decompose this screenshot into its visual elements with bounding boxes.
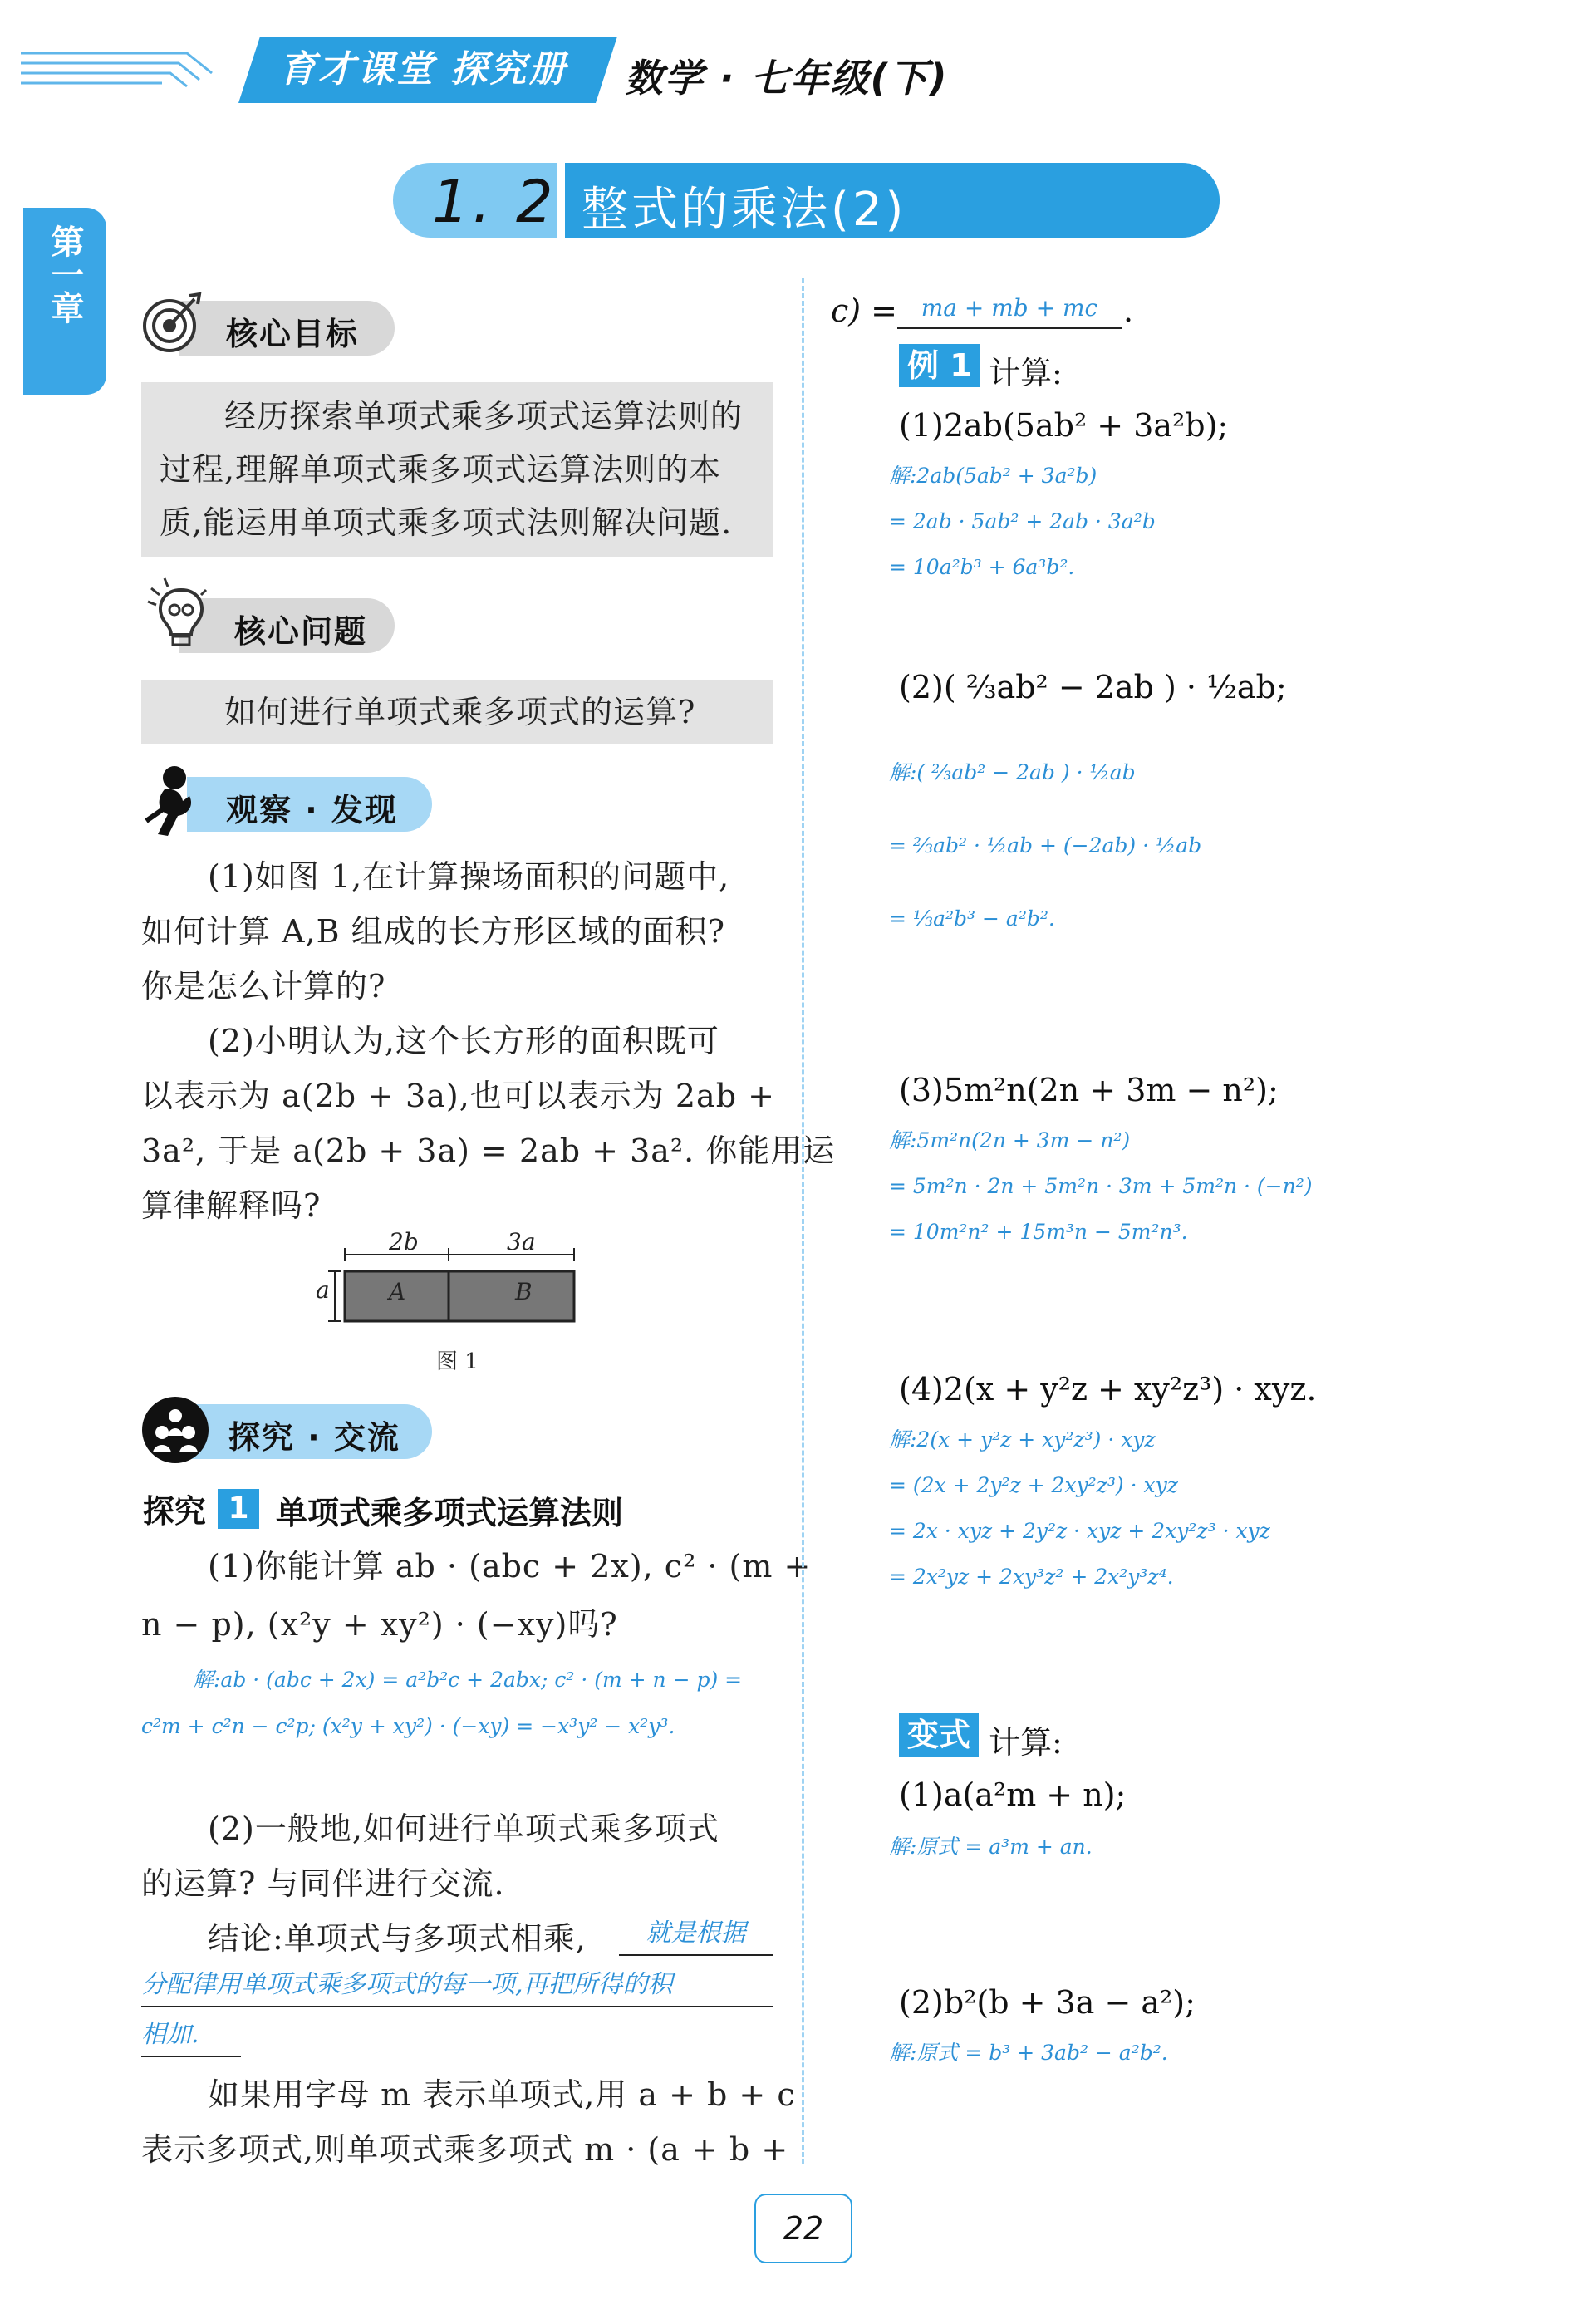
example-item-3-question: (3)5m²n(2n + 3m − n²); <box>899 1072 1279 1108</box>
lightbulb-icon <box>140 573 223 656</box>
core-goal-line-1: 经历探索单项式乘多项式运算法则的 <box>224 398 744 435</box>
page-number: 22 <box>754 2194 852 2263</box>
example-label: 计算: <box>989 355 1063 391</box>
variant-item-2-question: (2)b²(b + 3a − a²); <box>899 1984 1196 2021</box>
example-item-2-sol-1: 解:( ⅔ab² − 2ab ) · ½ab <box>889 760 1136 784</box>
example-item-4-sol-3: = 2x · xyz + 2y²z · xyz + 2xy²z³ · xyz <box>889 1519 1270 1543</box>
observe-label: 观察 · 发现 <box>226 792 398 828</box>
explore-label: 探究 · 交流 <box>228 1419 400 1456</box>
figure-caption: 图 1 <box>436 1349 479 1374</box>
figure-label-B: B <box>515 1278 533 1305</box>
example-item-1-question: (1)2ab(5ab² + 3a²b); <box>899 407 1229 444</box>
probe-q2-line-2: 的运算? 与同伴进行交流. <box>141 1865 505 1902</box>
observe-line-2: 如何计算 A,B 组成的长方形区域的面积? <box>141 913 725 950</box>
probe-conclusion-fill-1: 就是根据 <box>619 1913 773 1956</box>
probe-q2-line-1: (2)一般地,如何进行单项式乘多项式 <box>208 1811 719 1847</box>
example-item-2-sol-3: = ⅓a²b³ − a²b². <box>889 907 1055 931</box>
probe-tag: 探究 <box>143 1493 207 1530</box>
example-item-4-sol-4: = 2x²yz + 2xy³z² + 2x²y³z⁴. <box>889 1565 1174 1589</box>
example-item-1-sol-3: = 10a²b³ + 6a³b². <box>889 555 1075 579</box>
core-goal-line-2: 过程,理解单项式乘多项式运算法则的本 <box>160 451 722 488</box>
probe-q1-line-2: n − p), (x²y + xy²) · (−xy)吗? <box>141 1606 618 1643</box>
observe-line-6: 3a², 于是 a(2b + 3a) = 2ab + 3a². 你能用运 <box>141 1133 836 1169</box>
thinker-icon <box>140 763 206 839</box>
core-question-text: 如何进行单项式乘多项式的运算? <box>224 694 696 730</box>
figure-label-3a: 3a <box>507 1228 536 1255</box>
figure-label-A: A <box>389 1278 406 1305</box>
observe-line-1: (1)如图 1,在计算操场面积的问题中, <box>208 858 730 895</box>
example-item-1-sol-1: 解:2ab(5ab² + 3a²b) <box>889 464 1097 488</box>
header-series-band <box>238 37 617 103</box>
probe-conclusion-fill-2: 分配律用单项式乘多项式的每一项,再把所得的积 <box>141 1964 773 2007</box>
example-item-4-question: (4)2(x + y²z + xy²z³) · xyz. <box>899 1371 1317 1408</box>
section-number: 1. 2 <box>432 168 557 236</box>
header-decoration-lines <box>21 48 253 98</box>
figure-label-a: a <box>316 1276 330 1304</box>
probe-tail-line-2: 表示多项式,则单项式乘多项式 m · (a + b + <box>141 2131 789 2168</box>
example-item-3-sol-3: = 10m²n² + 15m³n − 5m²n³. <box>889 1220 1188 1244</box>
example-item-3-sol-2: = 5m²n · 2n + 5m²n · 3m + 5m²n · (−n²) <box>889 1174 1313 1198</box>
probe-number: 1 <box>218 1489 259 1529</box>
probe-a1-line-1: 解:ab · (abc + 2x) = a²b²c + 2abx; c² · (m + n − p) = <box>193 1668 743 1692</box>
probe-a1-line-2: c²m + c²n − c²p; (x²y + xy²) · (−xy) = −x³y² − x²y³. <box>141 1714 675 1738</box>
example-item-1-sol-2: = 2ab · 5ab² + 2ab · 3a²b <box>889 509 1156 533</box>
core-question-label: 核心问题 <box>234 613 368 650</box>
core-goal-label: 核心目标 <box>226 316 360 352</box>
observe-line-4: (2)小明认为,这个长方形的面积既可 <box>208 1023 719 1059</box>
probe-conclusion-prefix: 结论:单项式与多项式相乘, <box>208 1920 587 1957</box>
probe-tail-line-1: 如果用字母 m 表示单项式,用 a + b + c <box>208 2076 796 2113</box>
figure-rectangle-diagram <box>312 1230 611 1338</box>
continuation-fill: ma + mb + mc <box>897 289 1122 329</box>
probe-title: 单项式乘多项式运算法则 <box>276 1495 624 1531</box>
variant-item-1-sol: 解:原式 = a³m + an. <box>889 1835 1093 1859</box>
variant-item-1-question: (1)a(a²m + n); <box>899 1776 1127 1813</box>
observe-line-3: 你是怎么计算的? <box>141 968 386 1005</box>
group-discussion-icon <box>140 1394 211 1466</box>
chapter-tab <box>23 208 106 395</box>
example-item-2-sol-2: = ⅔ab² · ½ab + (−2ab) · ½ab <box>889 833 1202 857</box>
figure-label-2b: 2b <box>389 1228 419 1255</box>
probe-conclusion-fill-3: 相加. <box>141 2014 241 2057</box>
example-tag: 例 1 <box>899 344 980 387</box>
example-item-4-sol-2: = (2x + 2y²z + 2xy²z³) · xyz <box>889 1473 1178 1497</box>
title-separator <box>557 163 565 238</box>
example-item-3-sol-1: 解:5m²n(2n + 3m − n²) <box>889 1128 1131 1152</box>
example-item-2-question: (2)( ⅔ab² − 2ab ) · ½ab; <box>899 669 1287 705</box>
variant-label: 计算: <box>989 1724 1063 1761</box>
header-series: 育才课堂 探究册 <box>279 48 568 91</box>
variant-item-2-sol: 解:原式 = b³ + 3ab² − a²b². <box>889 2041 1168 2065</box>
observe-line-5: 以表示为 a(2b + 3a),也可以表示为 2ab + <box>141 1078 775 1114</box>
continuation-prefix: c) = <box>831 292 898 329</box>
header-subject: 数学 · 七年级(下) <box>625 56 949 101</box>
section-title: 整式的乘法(2) <box>582 183 907 237</box>
example-item-4-sol-1: 解:2(x + y²z + xy²z³) · xyz <box>889 1427 1156 1452</box>
variant-tag: 变式 <box>899 1713 979 1757</box>
observe-line-7: 算律解释吗? <box>141 1187 322 1224</box>
continuation-suffix: . <box>1123 292 1134 329</box>
chapter-tab-label: 第一章 <box>46 224 84 324</box>
column-divider <box>802 278 804 2164</box>
target-icon <box>140 291 203 354</box>
probe-q1-line-1: (1)你能计算 ab · (abc + 2x), c² · (m + <box>208 1548 812 1585</box>
core-goal-line-3: 质,能运用单项式乘多项式法则解决问题. <box>160 504 733 541</box>
